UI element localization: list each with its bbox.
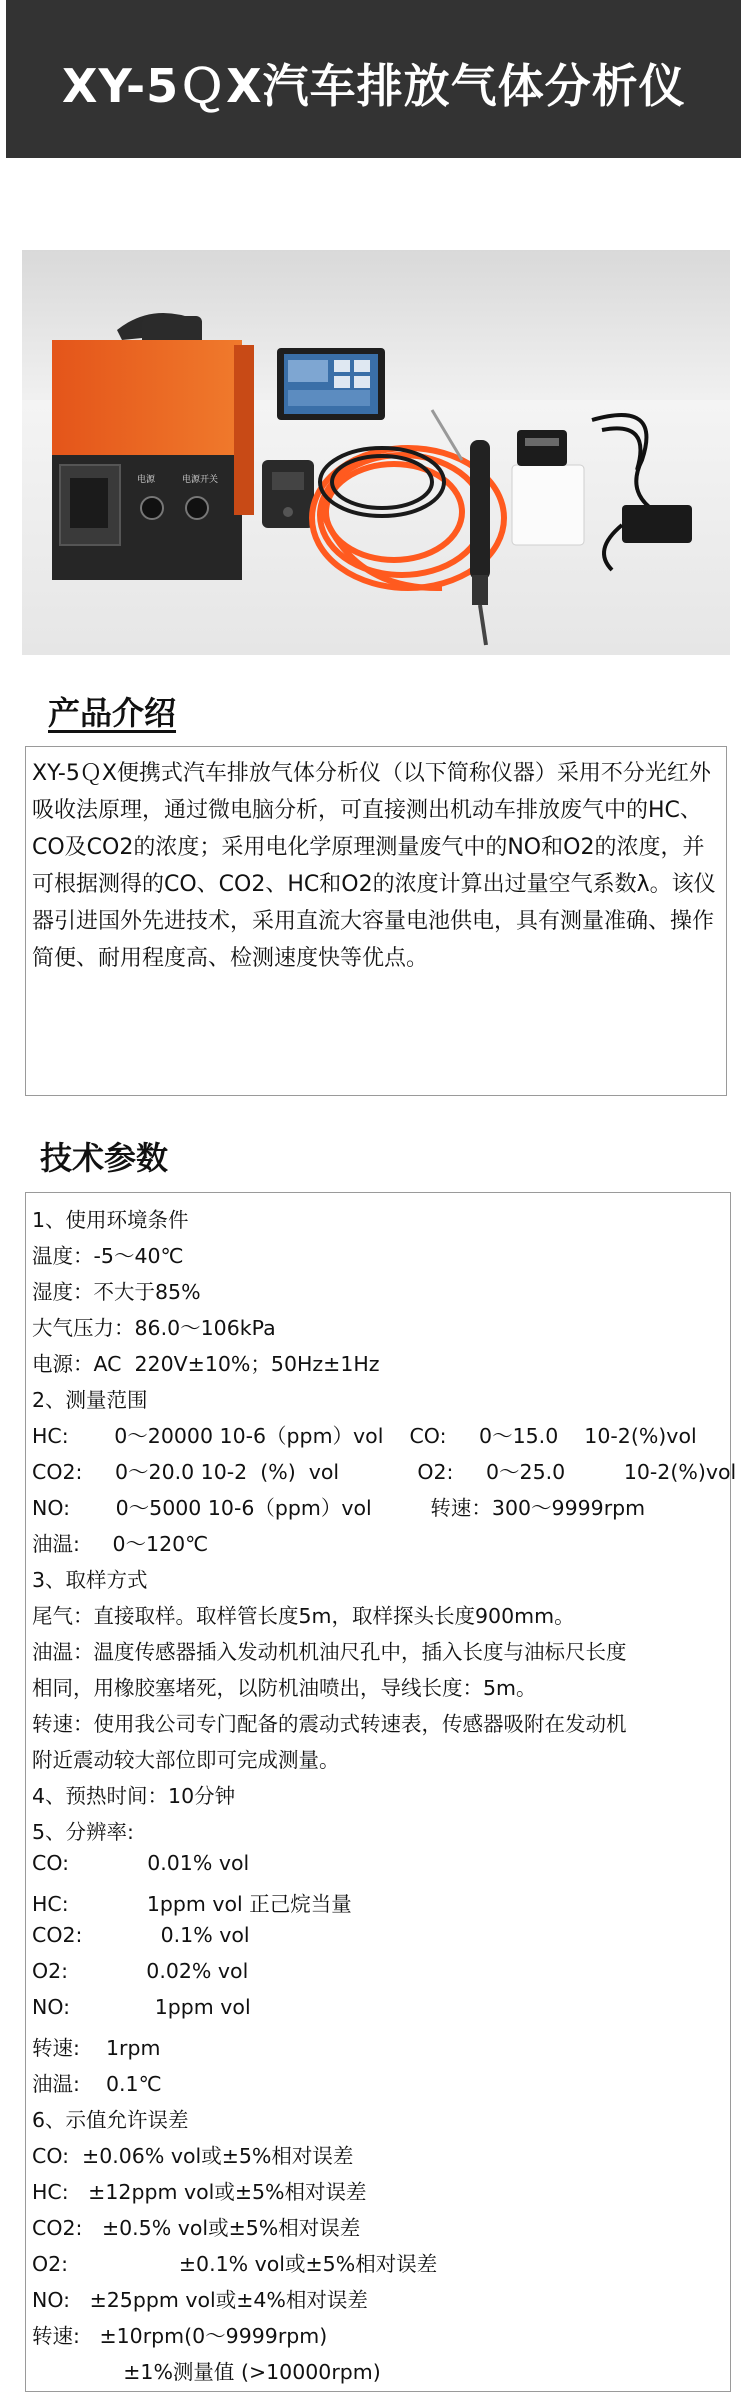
spec-line: NO: 1ppm vol [32,1995,251,2019]
spec-line: 附近震动较大部位即可完成测量。 [32,1748,340,1772]
spec-line: O2: ±0.1% vol或±5%相对误差 [32,2252,438,2276]
spec-line: CO2: 0～20.0 10-2 (%) vol O2: 0～25.0 10-2(%)vol [32,1460,737,1484]
analyzer-button-label: 电源开关 [182,475,219,485]
spec-line: 电源：AC 220V±10%；50Hz±1Hz [32,1352,380,1376]
spec-line: 湿度：不大于85% [32,1280,201,1304]
spec-line: HC: 1ppm vol 正己烷当量 [32,1892,352,1916]
specs-heading: 技术参数 [40,1139,169,1177]
spec-line: 3、取样方式 [32,1568,148,1592]
spec-line: 2、测量范围 [32,1388,148,1412]
analyzer-button-label: 电源 [137,475,156,485]
spec-line: 油温：温度传感器插入发动机机油尺孔中，插入长度与油标尺长度 [32,1640,627,1664]
spec-line: 4、预热时间：10分钟 [32,1784,236,1808]
spec-line: CO: 0.01% vol [32,1851,250,1875]
intro-heading: 产品介绍 [48,694,177,732]
spec-line: 油温: 0.1℃ [32,2072,162,2096]
spec-line: HC: ±12ppm vol或±5%相对误差 [32,2180,367,2204]
product-photo-illustration [22,250,730,655]
battery-pack [262,460,314,528]
spec-line: 温度：-5～40℃ [32,1244,184,1268]
spec-line: 大气压力：86.0～106kPa [32,1316,276,1340]
product-photo [22,250,730,655]
spec-line: 油温: 0～120℃ [32,1532,209,1556]
spec-line: 尾气：直接取样。取样管长度5m，取样探头长度900mm。 [32,1604,575,1628]
tablet-display [277,348,385,420]
spec-line: ±1%测量值 (>10000rpm) [32,2360,381,2384]
header-banner [6,0,741,158]
spec-line: 相同，用橡胶塞堵死，以防机油喷出，导线长度：5m。 [32,1676,537,1700]
spec-line: CO2: 0.1% vol [32,1923,250,1947]
spec-line: 转速: 1rpm [32,2036,161,2060]
spec-line: CO: ±0.06% vol或±5%相对误差 [32,2144,354,2168]
intro-box [25,746,727,1096]
page-title: XY-5ＱX汽车排放气体分析仪 [62,59,686,113]
spec-line: 6、示值允许误差 [32,2108,189,2132]
spec-line: NO: 0～5000 10-6（ppm）vol 转速：300～9999rpm [32,1496,646,1520]
spec-line: HC: 0～20000 10-6（ppm）vol CO: 0～15.0 10-2(%)vol [32,1424,697,1448]
spec-line: NO: ±25ppm vol或±4%相对误差 [32,2288,368,2312]
spec-line: CO2: ±0.5% vol或±5%相对误差 [32,2216,361,2240]
spec-line: O2: 0.02% vol [32,1959,249,1983]
spec-line: 转速: ±10rpm(0～9999rpm) [32,2324,328,2348]
spec-line: 5、分辨率: [32,1820,134,1844]
spec-line: 转速：使用我公司专门配备的震动式转速表，传感器吸附在发动机 [32,1712,627,1736]
analyzer-unit [52,313,254,580]
intro-text: XY-5ＱX便携式汽车排放气体分析仪（以下简称仪器）采用不分光红外吸收法原理，通过微电脑分析，可直接测出机动车排放废气中的HC、CO及CO2的浓度；采用电化学原理测量废气中的NO和O2的浓度，并可根据测得的CO、CO2、HC和O2的浓度计算出过量空气系数λ。该仪器引进国外先进技术，采用直流大容量电池供电，具有测量准确、操作简便、耐用程度高、检测速度快等优点。 [32,761,716,971]
spec-line: 1、使用环境条件 [32,1208,189,1232]
specs-box [25,1192,737,2392]
